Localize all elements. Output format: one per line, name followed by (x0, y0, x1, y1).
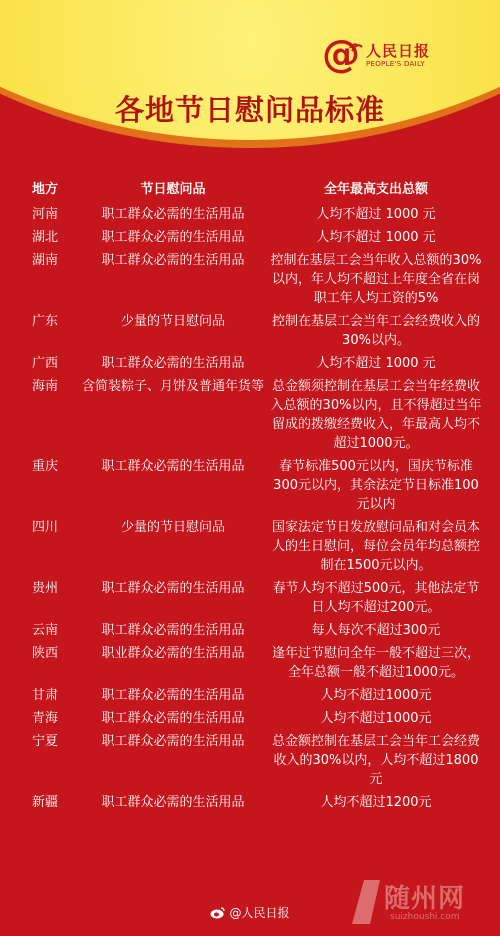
item-cell: 职工群众必需的生活用品 (101, 459, 245, 474)
table-row (18, 686, 484, 705)
watermark-logo-icon (350, 876, 384, 926)
item-cell: 职工群众必需的生活用品 (101, 795, 245, 810)
item-cell: 少量的节日慰问品 (120, 314, 225, 329)
header-limit: 全年最高支出总额 (323, 182, 428, 197)
table-row (18, 732, 484, 789)
region-cell: 云南 (32, 623, 59, 638)
header-item: 节日慰问品 (140, 182, 206, 197)
signal-wave-icon (346, 36, 366, 56)
item-cell: 职工群众必需的生活用品 (101, 734, 245, 749)
region-cell: 青海 (32, 711, 59, 726)
logo-name: 人民日报 (366, 42, 431, 60)
watermark-text: 随州网 (384, 884, 466, 914)
table-row (18, 644, 484, 682)
item-cell: 职工群众必需的生活用品 (101, 581, 245, 596)
limit-cell: 人均不超过1000元 (320, 711, 432, 726)
header-region: 地方 (32, 182, 59, 197)
limit-cell: 国家法定节日发放慰问品和对会员本人的生日慰问，每位会员年均总额控制在1500元以内。 (271, 520, 480, 573)
region-cell: 广东 (32, 314, 59, 329)
footer-source: @人民日报 (229, 906, 290, 920)
item-cell: 职工群众必需的生活用品 (101, 253, 245, 268)
region-cell: 陕西 (32, 646, 59, 661)
table-row (18, 579, 484, 617)
region-cell: 宁夏 (32, 734, 59, 749)
table-row (18, 793, 484, 812)
table-row (18, 205, 484, 224)
region-cell: 贵州 (32, 581, 59, 596)
table-row (18, 251, 484, 308)
limit-cell: 春节标准500元以内，国庆节标准300元以内，其余法定节日标准100元以内 (273, 459, 479, 512)
limit-cell: 人均不超过1000元 (320, 688, 432, 703)
table-row (18, 457, 484, 514)
table-header-row (18, 180, 484, 199)
limit-cell: 总金额须控制在基层工会当年经费收入总额的30%以内，且不得超过当年留成的拨缴经费收入，年最高人均不超过1000元。 (270, 379, 482, 451)
page-title: 各地节日慰问品标准 (114, 93, 385, 127)
table-row (18, 228, 484, 247)
limit-cell: 控制在基层工会当年收入总额的30%以内，年人均不超过上年度全省在岗职工年人均工资的5% (270, 253, 482, 306)
logo-subtitle: PEOPLE'S DAILY (366, 60, 425, 68)
limit-cell: 人均不超过 1000 元 (316, 207, 436, 222)
weibo-icon (210, 906, 226, 919)
region-cell: 湖南 (32, 253, 59, 268)
limit-cell: 每人每次不超过300元 (311, 623, 441, 638)
region-cell: 甘肃 (32, 688, 59, 703)
table-row (18, 377, 484, 453)
item-cell: 职工群众必需的生活用品 (101, 688, 245, 703)
limit-cell: 控制在基层工会当年工会经费收入的30%以内。 (271, 314, 480, 348)
region-cell: 广西 (32, 356, 59, 371)
region-cell: 重庆 (32, 459, 59, 474)
table-row (18, 354, 484, 373)
limit-cell: 逢年过节慰问全年一般不超过三次，全年总额一般不超过1000元。 (271, 646, 480, 680)
region-cell: 四川 (32, 520, 59, 535)
region-cell: 海南 (32, 379, 59, 394)
item-cell: 少量的节日慰问品 (120, 520, 225, 535)
table-row (18, 709, 484, 728)
standards-table (18, 180, 484, 816)
limit-cell: 春节人均不超过500元，其他法定节日人均不超过200元。 (272, 581, 480, 615)
region-cell: 新疆 (32, 795, 59, 810)
item-cell: 职工群众必需的生活用品 (101, 207, 245, 222)
limit-cell: 人均不超过 1000 元 (316, 230, 436, 245)
header-banner (0, 0, 500, 160)
item-cell: 职工群众必需的生活用品 (101, 230, 245, 245)
watermark-url: suizhoushi.com (390, 912, 460, 922)
limit-cell: 人均不超过 1000 元 (316, 356, 436, 371)
table-row (18, 621, 484, 640)
item-cell: 含简装粽子、月饼及普通年货等 (81, 379, 264, 394)
limit-cell: 人均不超过1200元 (320, 795, 432, 810)
limit-cell: 总金额控制在基层工会当年工会经费收入的30%以内，人均不超过1800元 (271, 734, 480, 787)
item-cell: 职工群众必需的生活用品 (101, 711, 245, 726)
region-cell: 湖北 (32, 230, 59, 245)
peoples-daily-logo (322, 32, 462, 76)
at-sign-icon: @ (322, 32, 360, 76)
table-body (18, 205, 484, 812)
table-row (18, 518, 484, 575)
region-cell: 河南 (32, 207, 59, 222)
item-cell: 职业群众必需的生活用品 (101, 646, 245, 661)
item-cell: 职工群众必需的生活用品 (101, 356, 245, 371)
table-row (18, 312, 484, 350)
item-cell: 职工群众必需的生活用品 (101, 623, 245, 638)
site-watermark (350, 872, 498, 930)
